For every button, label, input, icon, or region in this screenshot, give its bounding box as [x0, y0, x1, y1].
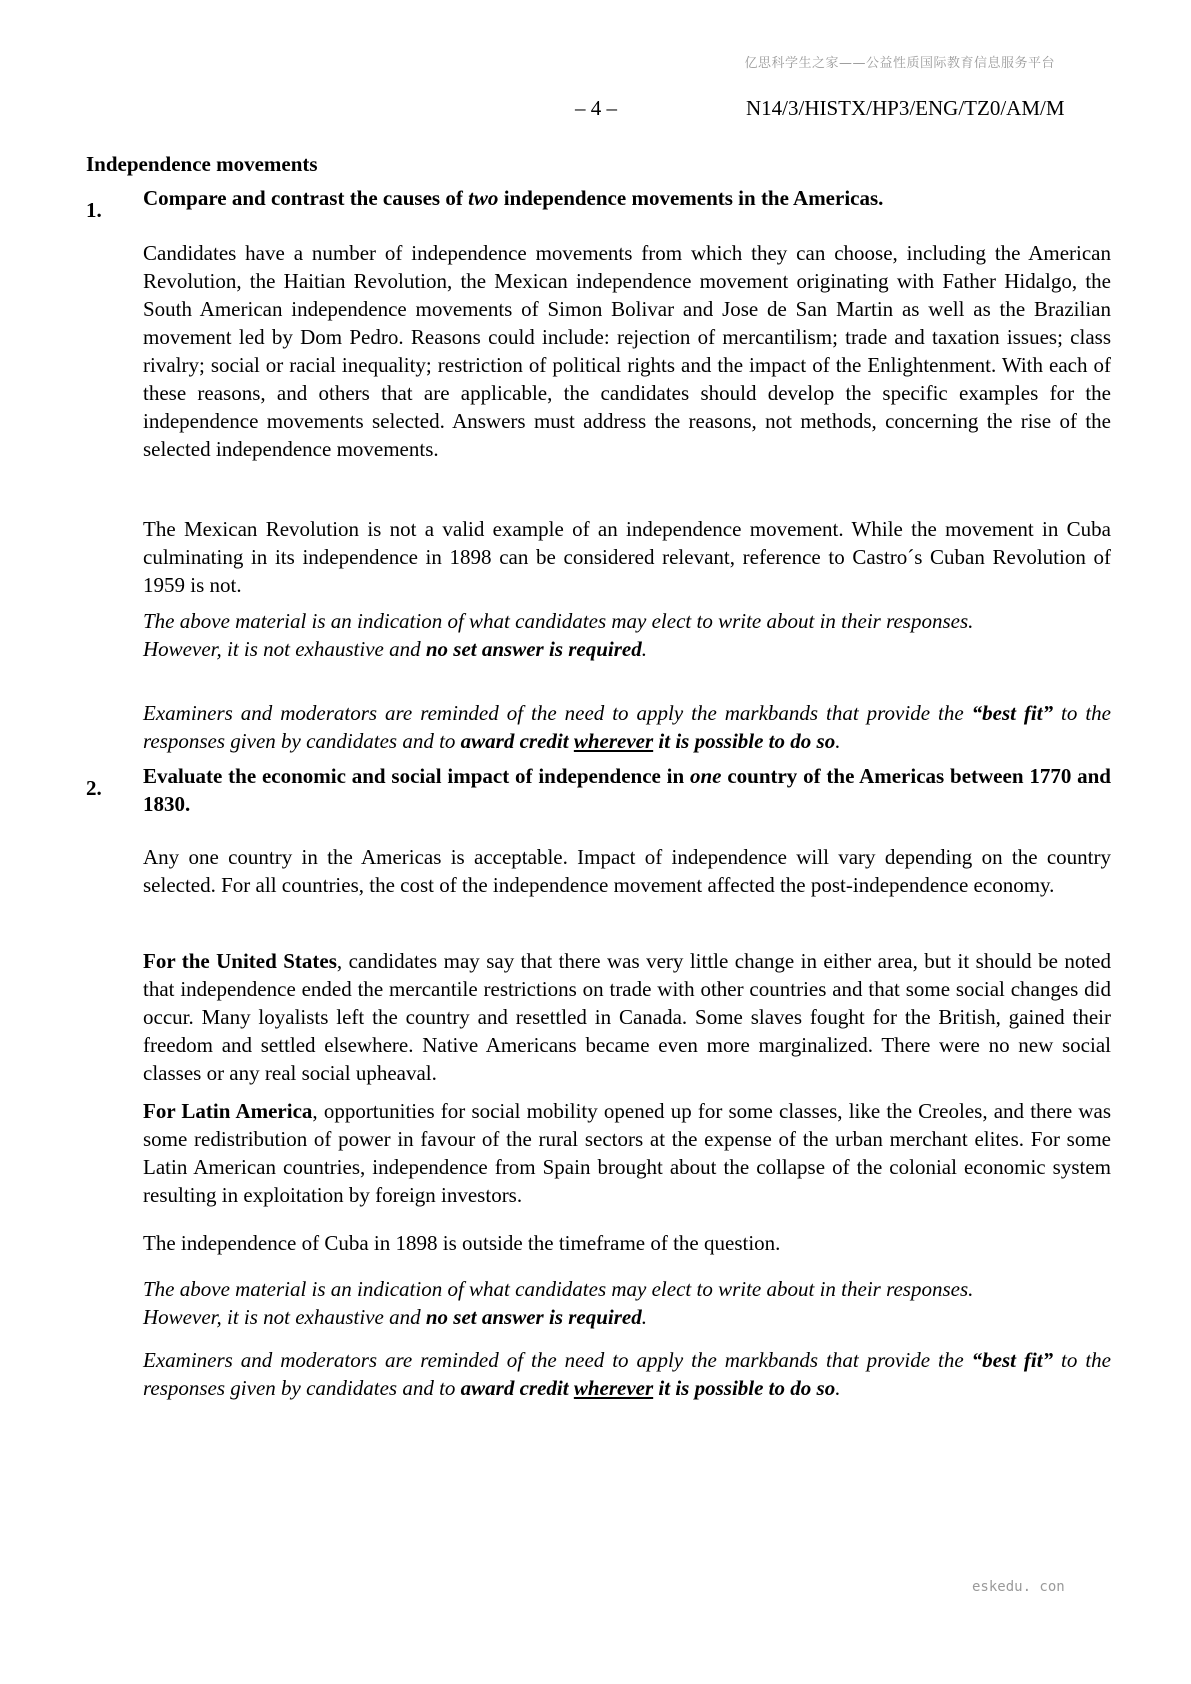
question-2-latin-america-paragraph: For Latin America, opportunities for social mobility opened up for some classes, like the Creoles, and there was some redistribution of power in favour of the rural sectors at the expense of the urban merchant elites. For some Latin American countries, independence from Spain brought about the collapse of the colonial economic system resulting in exploitation by foreign investors. — [143, 1099, 1111, 1207]
watermark-bottom: eskedu. con — [972, 1579, 1065, 1595]
question-1-paragraph-2: The Mexican Revolution is not a valid example of an independence movement. While the movement in Cuba culminating in its independence in 1898 can be considered relevant, reference to Castro´s Cuban Revolution of 1959 is not. — [143, 517, 1111, 597]
page-number: – 4 – — [575, 96, 617, 120]
watermark-top: 亿思科学生之家——公益性质国际教育信息服务平台 — [744, 56, 1055, 71]
question-1-prompt: Compare and contrast the causes of two independence movements in the Americas. — [143, 186, 884, 210]
question-2-note-2: Examiners and moderators are reminded of the need to apply the markbands that provide the “best fit” to the responses given by candidates and to award credit wherever it is possible to do so. — [143, 1348, 1111, 1400]
question-1-note-2: Examiners and moderators are reminded of the need to apply the markbands that provide the “best fit” to the responses given by candidates and to award credit wherever it is possible to do so. — [143, 701, 1111, 753]
question-2-prompt: Evaluate the economic and social impact of independence in one country of the Americas between 1770 and 1830. — [143, 764, 1111, 816]
question-2-paragraph-1: Any one country in the Americas is acceptable. Impact of independence will vary depending on the country selected. For all countries, the cost of the independence movement affected the post-independence economy. — [143, 845, 1111, 897]
question-2-number: 2. — [86, 776, 102, 800]
section-title: Independence movements — [86, 152, 318, 176]
question-2-note-1: The above material is an indication of what candidates may elect to write about in their responses. However, it is not exhaustive and no set answer is required. — [143, 1277, 974, 1329]
paper-code: N14/3/HISTX/HP3/ENG/TZ0/AM/M — [746, 96, 1065, 120]
question-1-note-1: The above material is an indication of what candidates may elect to write about in their responses. However, it is not exhaustive and no set answer is required. — [143, 609, 974, 661]
question-1-number: 1. — [86, 198, 102, 222]
question-2-united-states-paragraph: For the United States, candidates may say that there was very little change in either area, but it should be noted that independence ended the mercantile restrictions on trade with other countries and that some social changes did occur. Many loyalists left the country and resettled in Canada. Some slaves fought for the British, gained their freedom and settled elsewhere. Native Americans became even more marginalized. There were no new social classes or any real social upheaval. — [143, 949, 1112, 1085]
question-2-cuba-paragraph: The independence of Cuba in 1898 is outside the timeframe of the question. — [143, 1231, 781, 1255]
question-1-paragraph-1: Candidates have a number of independence movements from which they can choose, including the American Revolution, the Haitian Revolution, the Mexican independence movement originating with Father Hidalgo, the South American independence movements of Simon Bolivar and Jose de San Martin as well as the Brazilian movement led by Dom Pedro. Reasons could include: rejection of mercantilism; trade and taxation issues; class rivalry; social or racial inequality; restriction of political rights and the impact of the Enlightenment. With each of these reasons, and others that are applicable, the candidates should develop the specific examples for the independence movements selected. Answers must address the reasons, not methods, concerning the rise of the selected independence movements. — [143, 241, 1111, 461]
